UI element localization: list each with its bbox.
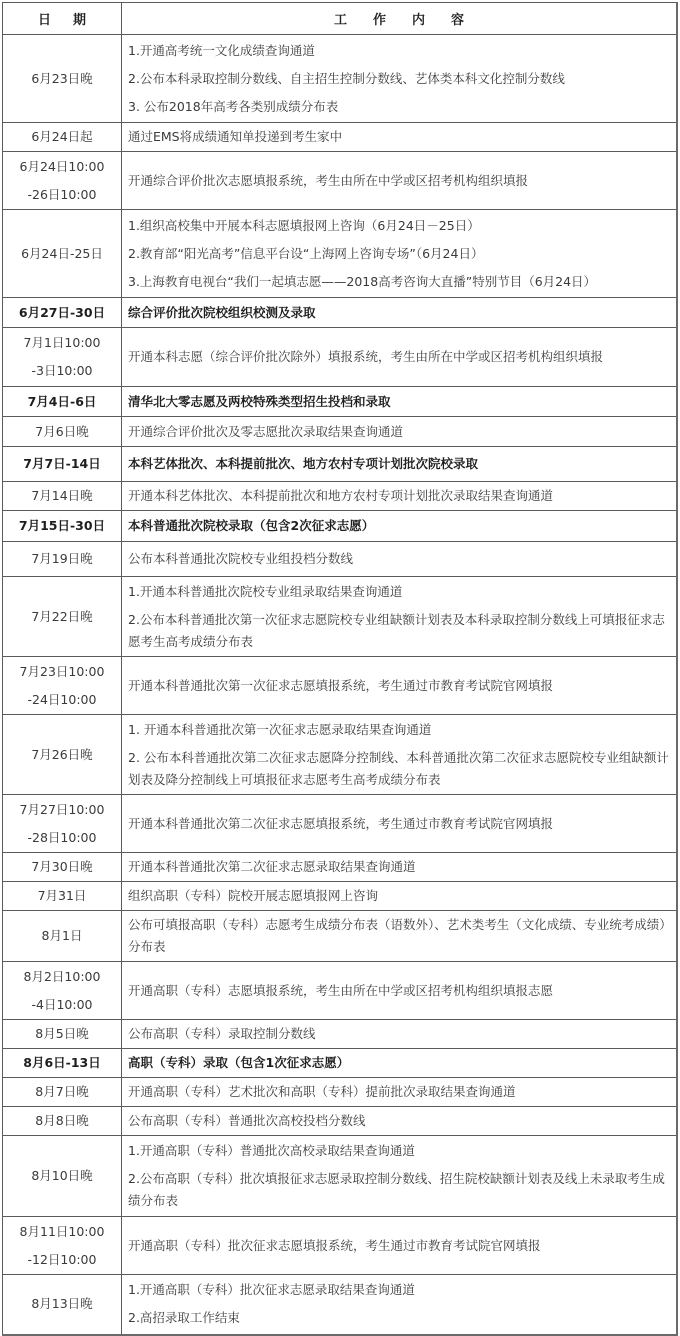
work-content-cell	[122, 482, 678, 511]
date-cell	[3, 35, 122, 123]
work-content-cell	[122, 447, 678, 482]
date-text: -3日10:00	[31, 363, 93, 378]
date-cell	[3, 447, 122, 482]
date-cell	[3, 1020, 122, 1049]
work-item: 开通本科普通批次第一次征求志愿填报系统，考生通过市教育考试院官网填报	[128, 677, 554, 693]
date-cell	[3, 328, 122, 387]
work-item: 2.教育部“阳光高考”信息平台设“上海网上咨询专场”（6月24日）	[128, 245, 484, 261]
date-text: 8月10日晚	[31, 1168, 93, 1183]
work-item: 开通本科普通批次第二次征求志愿录取结果查询通道	[128, 859, 416, 874]
work-item: 开通高职（专科）志愿填报系统，考生由所在中学或区招考机构组织填报志愿	[128, 982, 554, 998]
date-text: 7月26日晚	[31, 746, 93, 762]
date-cell	[3, 417, 122, 447]
work-content-cell	[122, 1078, 678, 1107]
work-content-cell	[122, 715, 678, 795]
work-item: 1.开通高职（专科）普通批次高校录取结果查询通道	[128, 1143, 415, 1158]
work-content-cell	[122, 35, 678, 123]
table-row	[3, 1078, 678, 1107]
date-text: 7月22日晚	[31, 608, 93, 624]
work-content-cell	[122, 853, 678, 882]
date-text: 7月19日晚	[31, 551, 93, 566]
work-item: 2.公布本科录取控制分数线、自主招生控制分数线、艺体类本科文化控制分数线	[128, 70, 565, 86]
date-text: 6月23日晚	[31, 70, 93, 86]
work-content-cell	[122, 417, 678, 447]
work-item: 1.开通高考统一文化成绩查询通道	[128, 42, 315, 58]
date-text: 6月27日-30日	[18, 304, 106, 320]
work-content-cell	[122, 882, 678, 911]
work-item: 综合评价批次院校组织校测及录取	[128, 304, 316, 320]
table-row	[3, 152, 678, 210]
work-content-cell	[122, 328, 678, 387]
work-content-cell	[122, 1049, 678, 1078]
date-text: -4日10:00	[31, 996, 93, 1012]
date-text: 7月7日-14日	[23, 456, 101, 471]
date-text: -24日10:00	[27, 691, 97, 707]
date-text: -26日10:00	[27, 186, 97, 202]
work-item: 公布高职（专科）普通批次高校投档分数线	[128, 1113, 366, 1128]
work-content-cell	[122, 152, 678, 210]
work-item: 清华北大零志愿及两校特殊类型招生投档和录取	[128, 393, 391, 409]
table-row	[3, 1275, 678, 1335]
date-text: 7月14日晚	[31, 488, 93, 503]
table-row	[3, 911, 678, 962]
admission-schedule-table	[2, 2, 678, 1336]
date-cell	[3, 1049, 122, 1078]
table-row	[3, 417, 678, 447]
work-content-cell	[122, 210, 678, 298]
table-row	[3, 962, 678, 1020]
work-content-cell	[122, 795, 678, 853]
work-item: 公布本科普通批次院校专业组投档分数线	[128, 551, 354, 566]
work-item: 本科艺体批次、本科提前批次、地方农村专项计划批次院校录取	[128, 456, 479, 471]
date-column-header	[3, 3, 122, 35]
date-text: 8月8日晚	[35, 1113, 89, 1128]
date-cell	[3, 1078, 122, 1107]
date-cell	[3, 152, 122, 210]
date-cell	[3, 1136, 122, 1217]
date-cell	[3, 577, 122, 657]
work-content-cell	[122, 1217, 678, 1275]
date-header-char-1: 日	[37, 13, 51, 28]
content-column-header: 工 作 内 容	[122, 3, 678, 35]
work-item: 3.上海教育电视台“我们一起填志愿——2018高考咨询大直播”特别节目（6月24日）	[128, 273, 597, 289]
table-row	[3, 1217, 678, 1275]
work-item: 本科普通批次院校录取（包含2次征求志愿）	[128, 518, 375, 533]
work-item: 开通本科艺体批次、本科提前批次和地方农村专项计划批次录取结果查询通道	[128, 488, 554, 503]
table-row	[3, 328, 678, 387]
work-content-cell	[122, 1107, 678, 1136]
table-row	[3, 1049, 678, 1078]
work-content-cell	[122, 1136, 678, 1217]
work-item: 1.开通本科普通批次院校专业组录取结果查询通道	[128, 583, 403, 599]
work-content-cell	[122, 1020, 678, 1049]
table-row	[3, 795, 678, 853]
table-row	[3, 577, 678, 657]
work-item: 组织高职（专科）院校开展志愿填报网上咨询	[128, 888, 379, 903]
table-row	[3, 1020, 678, 1049]
work-content-cell	[122, 298, 678, 328]
table-row	[3, 447, 678, 482]
date-text: 8月1日	[41, 928, 83, 943]
table-row	[3, 715, 678, 795]
table-row	[3, 1136, 678, 1217]
date-text: 7月4日-6日	[27, 393, 97, 409]
table-row	[3, 210, 678, 298]
date-text: 7月31日	[37, 888, 87, 903]
table-row	[3, 853, 678, 882]
work-item: 开通综合评价批次及零志愿批次录取结果查询通道	[128, 423, 404, 439]
date-cell	[3, 387, 122, 417]
work-item: 高职（专科）录取（包含1次征求志愿）	[128, 1055, 350, 1070]
date-cell	[3, 123, 122, 152]
table-row	[3, 1107, 678, 1136]
schedule-body	[3, 35, 678, 1335]
work-item: 1.组织高校集中开展本科志愿填报网上咨询（6月24日－25日）	[128, 217, 480, 233]
work-item: 3. 公布2018年高考各类别成绩分布表	[128, 98, 339, 114]
date-text: -28日10:00	[27, 829, 97, 845]
date-cell	[3, 962, 122, 1020]
work-content-cell	[122, 542, 678, 577]
work-item: 开通高职（专科）批次征求志愿填报系统，考生通过市教育考试院官网填报	[128, 1237, 541, 1253]
work-item: 2.公布高职（专科）批次填报征求志愿录取控制分数线、招生院校缺额计划表及线上未录取考生成绩分布表	[128, 1171, 665, 1208]
date-cell	[3, 298, 122, 328]
date-cell	[3, 1275, 122, 1335]
work-item: 2.公布本科普通批次第一次征求志愿院校专业组缺额计划表及本科录取控制分数线上可填报征求志愿考生高考成绩分布表	[128, 611, 665, 649]
work-item: 开通高职（专科）艺术批次和高职（专科）提前批次录取结果查询通道	[128, 1084, 516, 1099]
date-text: 8月5日晚	[35, 1026, 89, 1041]
date-cell	[3, 511, 122, 542]
date-cell	[3, 657, 122, 715]
table-row	[3, 35, 678, 123]
date-text: 6月24日起	[31, 129, 93, 144]
date-header-char-2: 期	[73, 13, 87, 28]
work-item: 2. 公布本科普通批次第二次征求志愿降分控制线、本科普通批次第二次征求志愿院校专业组缺额计划表及降分控制线上可填报征求志愿考生高考成绩分布表	[128, 749, 669, 787]
date-cell	[3, 715, 122, 795]
date-text: 8月7日晚	[35, 1084, 89, 1099]
date-cell	[3, 853, 122, 882]
work-content-cell	[122, 962, 678, 1020]
date-text: 7月1日10:00	[23, 335, 101, 350]
work-item: 1.开通高职（专科）批次征求志愿录取结果查询通道	[128, 1282, 415, 1298]
date-text: 8月13日晚	[31, 1296, 93, 1312]
work-item: 开通本科普通批次第二次征求志愿填报系统，考生通过市教育考试院官网填报	[128, 815, 554, 831]
work-content-cell	[122, 577, 678, 657]
date-cell	[3, 1217, 122, 1275]
table-row	[3, 123, 678, 152]
work-item: 开通本科志愿（综合评价批次除外）填报系统，考生由所在中学或区招考机构组织填报	[128, 349, 604, 364]
date-text: 7月30日晚	[31, 859, 93, 874]
table-row	[3, 298, 678, 328]
table-header-row	[3, 3, 678, 35]
date-cell	[3, 542, 122, 577]
date-text: -12日10:00	[27, 1251, 97, 1267]
work-content-cell	[122, 657, 678, 715]
work-item: 2.高招录取工作结束	[128, 1310, 240, 1326]
table-row	[3, 511, 678, 542]
work-item: 开通综合评价批次志愿填报系统，考生由所在中学或区招考机构组织填报	[128, 172, 529, 188]
work-content-cell	[122, 387, 678, 417]
table-row	[3, 882, 678, 911]
work-content-cell	[122, 1275, 678, 1335]
work-item: 1. 开通本科普通批次第一次征求志愿录取结果查询通道	[128, 721, 432, 737]
date-cell	[3, 795, 122, 853]
date-text: 8月2日10:00	[23, 968, 101, 984]
date-cell	[3, 911, 122, 962]
date-cell	[3, 882, 122, 911]
work-item: 公布可填报高职（专科）志愿考生成绩分布表（语数外）、艺术类考生（文化成绩、专业统考成绩）分布表	[128, 917, 666, 954]
date-text: 6月24日10:00	[19, 158, 105, 174]
date-text: 8月6日-13日	[23, 1055, 101, 1070]
work-item: 通过EMS将成绩通知单投递到考生家中	[128, 129, 343, 144]
date-text: 7月27日10:00	[19, 801, 105, 817]
work-content-cell	[122, 911, 678, 962]
work-content-cell	[122, 123, 678, 152]
date-cell	[3, 210, 122, 298]
table-row	[3, 482, 678, 511]
date-text: 7月23日10:00	[19, 663, 105, 679]
date-text: 7月6日晚	[35, 423, 89, 439]
date-text: 7月15日-30日	[18, 518, 106, 533]
work-content-cell	[122, 511, 678, 542]
date-text: 6月24日-25日	[21, 245, 103, 261]
date-cell	[3, 1107, 122, 1136]
date-cell	[3, 482, 122, 511]
work-item: 公布高职（专科）录取控制分数线	[128, 1026, 316, 1041]
date-text: 8月11日10:00	[19, 1223, 105, 1239]
table-row	[3, 542, 678, 577]
table-row	[3, 657, 678, 715]
table-row	[3, 387, 678, 417]
